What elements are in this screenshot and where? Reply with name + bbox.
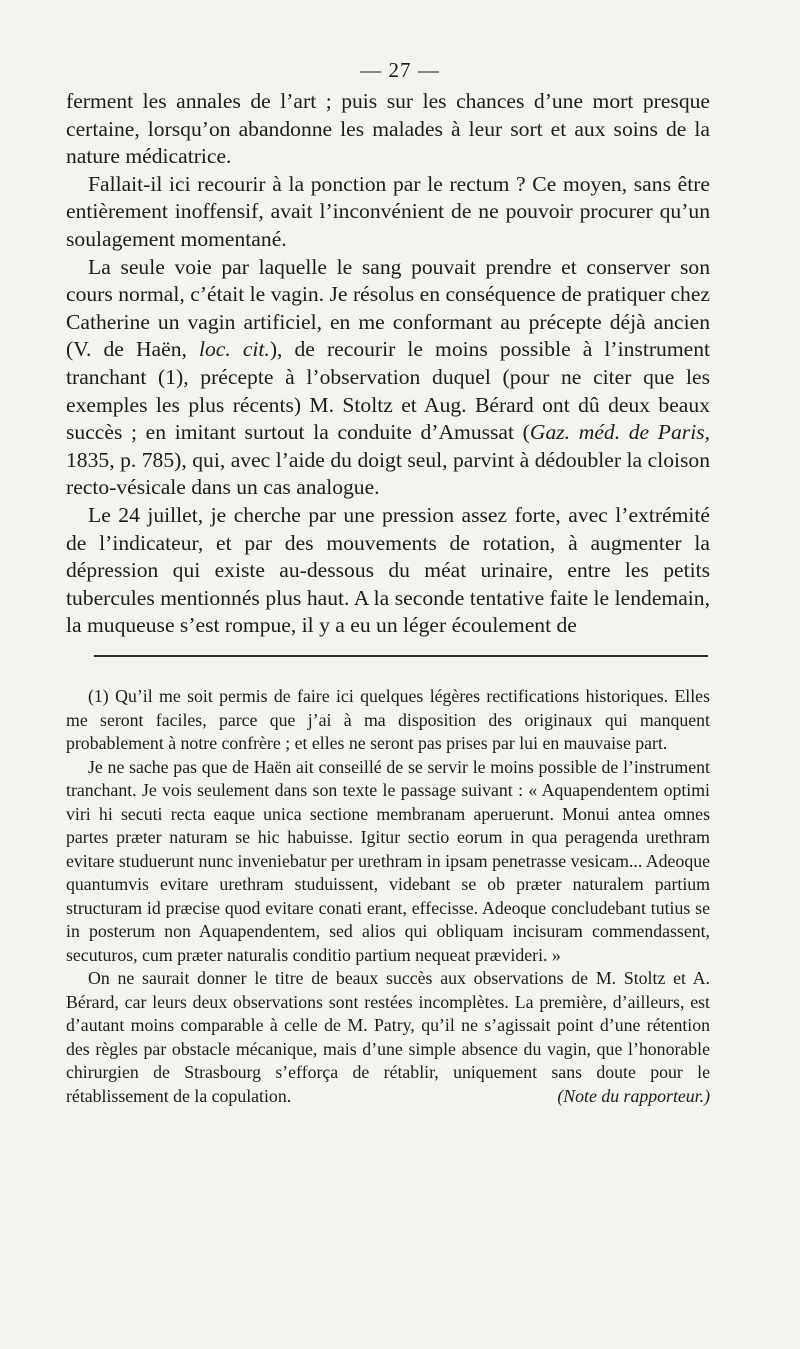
footnote-latin-quote: Je ne sache pas que de Haën ait conseillé de se servir le moins possible de l’instrument tranchant. Je vois seulement dans son texte le passage suivant : « Aquapendentem optimi viri hi secuti recta eaque unica sectione membranam aperuerunt. Monui antea omnes partes præter naturam se hic habuisse. Igitur sectio eorum in qua peragenda urethram evitare studuerunt nunc inveniebatur per urethram in ipsam penetrasse vesicam... Adeoque quantumvis evitare urethram studuissent, videbant se ob præter naturalem partium structuram id præcise quod evitare conati erant, effecisse. Adeoque concludebant tutius se in posterum non Aquapendentem, sed alios qui obliquam incisuram commendassent, secuturos, cum præter naturalis conditio partium nequeat prævideri. » <box>66 756 710 965</box>
footnote-block <box>66 685 710 1108</box>
footnote-signature: (Note du rapporteur.) <box>557 1085 710 1106</box>
citation-loc-cit: loc. cit. <box>198 337 270 362</box>
footnote-divider <box>94 655 708 657</box>
paragraph-vagina <box>66 254 710 502</box>
paragraph-vagina-text-b: ), de recourir le moins possible à l’instrument tranchant (1), précepte à l’observation duquel (pour ne citer que les exemples les plus récents) M. Stoltz et Aug. Bérard ont dû deux beaux succès ; en imitant surtout la conduite d’Amussat ( <box>66 337 710 445</box>
footnote-remark <box>66 967 710 1108</box>
paragraph-continuation: ferment les annales de l’art ; puis sur les chances d’une mort presque certaine, lorsqu’on abandonne les malades à leur sort et aux soins de la nature médicatrice. <box>66 89 710 169</box>
paragraph-july: Le 24 juillet, je cherche par une pression assez forte, avec l’extrémité de l’indicateur, et par des mouvements de rotation, à augmenter la dépression qui existe au-dessous du méat urinaire, entre les petits tubercules mentionnés plus haut. A la seconde tentative faite le lendemain, la muqueuse s’est rompue, il y a eu un léger écoulement de <box>66 502 710 638</box>
paragraph-puncture: Fallait-il ici recourir à la ponction par le rectum ? Ce moyen, sans être entièrement inoffensif, avait l’inconvénient de ne pouvoir procurer qu’un soulagement momentané. <box>66 171 710 251</box>
footnote-1: (1) Qu’il me soit permis de faire ici quelques légères rectifications historiques. Elles me seront faciles, parce que j’ai à ma disposition des originaux qui manquent probablement à notre confrère ; et elles ne seront pas prises par lui en mauvaise part. <box>66 686 710 753</box>
main-text <box>66 88 710 640</box>
paragraph-vagina-text-c: 1835, p. 785), qui, avec l’aide du doigt seul, parvint à dédoubler la cloison recto-vésicale dans un cas analogue. <box>66 447 710 500</box>
page-number: — 27 — <box>360 58 440 82</box>
paragraph-vagina-text-a: La seule voie par laquelle le sang pouvait prendre et conserver son cours normal, c’était le vagin. Je résolus en conséquence de pratiquer chez Catherine un vagin artificiel, en me conformant au précepte déjà ancien (V. de Haën, <box>66 254 710 362</box>
footnote-remark-text: On ne saurait donner le titre de beaux succès aux observations de M. Stoltz et A. Bérard, car leurs deux observations sont restées incomplètes. La première, d’ailleurs, est d’autant moins comparable à celle de M. Patry, qu’il ne s’agissait point d’une rétention des règles par obstacle mécanique, mais d’une simple absence du vagin, que l’honorable chirurgien de Strasbourg s’efforça de rétablir, uniquement sans doute pour le rétablissement de la copulation. <box>66 968 710 1106</box>
citation-gazette: Gaz. méd. de Paris, <box>529 420 710 445</box>
